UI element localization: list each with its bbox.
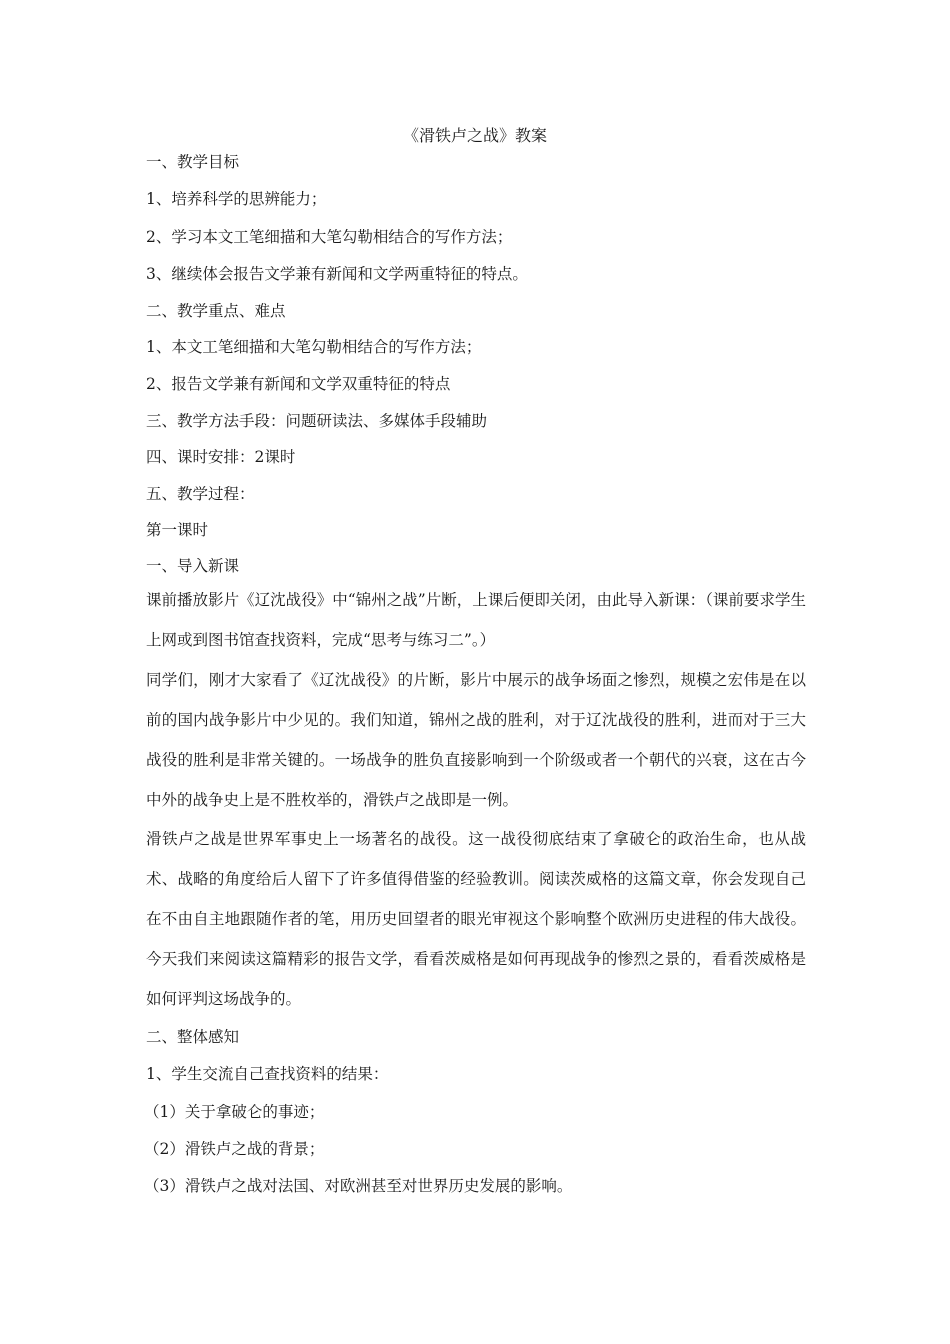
paragraph-waterloo: 滑铁卢之战是世界军事史上一场著名的战役。这一战役彻底结束了拿破仑的政治生命，也从战术、战略的角度给后人留下了许多值得借鉴的经验教训。阅读茨威格的这篇文章，你会发现自己在不由自主地跟随作者的笔，用历史回望者的眼光审视这个影响整个欧洲历史进程的伟大战役。今天我们来阅读这篇精彩的报告文学，看看茨威格是如何再现战争的惨烈之景的，看看茨威格是如何评判这场战争的。 (146, 830, 806, 1008)
paragraph-liaoshen: 同学们，刚才大家看了《辽沈战役》的片断，影片中展示的战争场面之惨烈，规模之宏伟是在以前的国内战争影片中少见的。我们知道，锦州之战的胜利，对于辽沈战役的胜利，进而对于三大战役的胜利是非常关键的。一场战争的胜负直接影响到一个阶级或者一个朝代的兴衰，这在古今中外的战争史上是不胜枚举的，滑铁卢之战即是一例。 (146, 671, 806, 809)
heading-class-schedule: 四、课时安排：2课时 (146, 448, 296, 466)
key-point-item-2: 2、报告文学兼有新闻和文学双重特征的特点 (146, 375, 451, 393)
exchange-item-1: （1）关于拿破仑的事迹； (144, 1103, 325, 1121)
heading-teaching-methods: 三、教学方法手段：问题研读法、多媒体手段辅助 (146, 412, 488, 430)
heading-key-points: 二、教学重点、难点 (146, 302, 286, 320)
exchange-results: 1、学生交流自己查找资料的结果： (146, 1065, 389, 1083)
goal-item-1: 1、培养科学的思辨能力； (146, 190, 327, 208)
heading-overall-perception: 二、整体感知 (146, 1028, 240, 1046)
exchange-item-2: （2）滑铁卢之战的背景； (144, 1140, 325, 1158)
heading-introduction: 一、导入新课 (146, 557, 240, 575)
heading-teaching-goals: 一、教学目标 (146, 153, 240, 171)
goal-item-3: 3、继续体会报告文学兼有新闻和文学两重特征的特点。 (146, 265, 528, 283)
heading-teaching-process: 五、教学过程： (146, 485, 255, 503)
goal-item-2: 2、学习本文工笔细描和大笔勾勒相结合的写作方法； (146, 228, 513, 246)
paragraph-intro: 课前播放影片《辽沈战役》中“锦州之战”片断，上课后便即关闭，由此导入新课：（课前要求学生上网或到图书馆查找资料，完成“思考与练习二”。） (146, 591, 806, 649)
key-point-item-1: 1、本文工笔细描和大笔勾勒相结合的写作方法； (146, 338, 482, 356)
exchange-item-3: （3）滑铁卢之战对法国、对欧洲甚至对世界历史发展的影响。 (144, 1177, 573, 1195)
heading-first-lesson: 第一课时 (146, 521, 209, 539)
document-title: 《滑铁卢之战》教案 (402, 126, 547, 145)
